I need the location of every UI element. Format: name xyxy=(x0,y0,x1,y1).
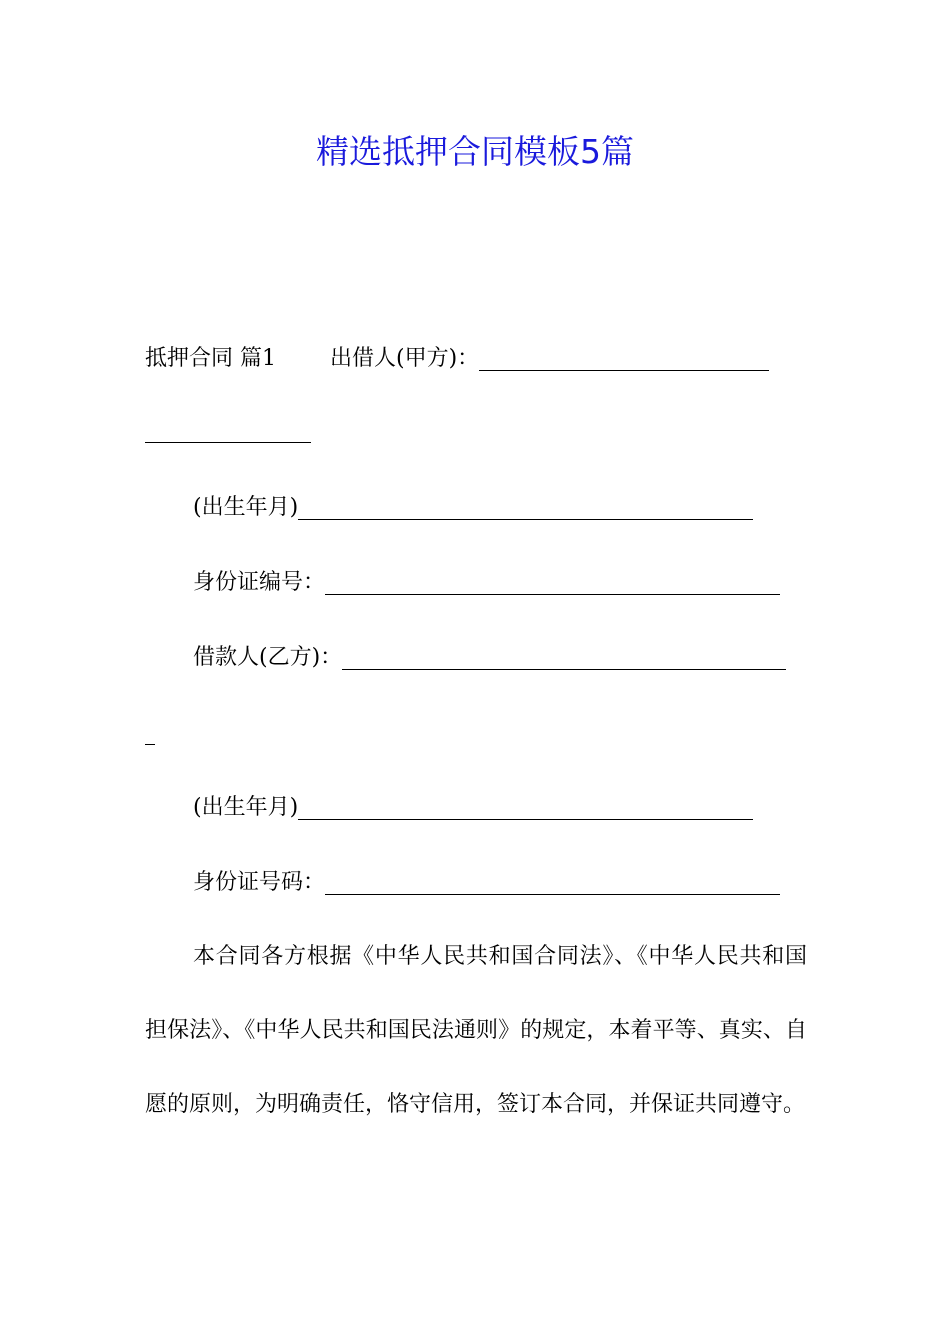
section-heading: 抵押合同 篇1 xyxy=(145,346,276,371)
lender-id-line xyxy=(193,567,855,599)
lender-id-label: 身份证编号： xyxy=(193,570,326,595)
borrower-line xyxy=(193,642,855,674)
borrower-birth-line xyxy=(193,792,855,824)
document-title: 精选抵押合同模板5篇 xyxy=(316,132,634,171)
borrower-birth-label: (出生年月) xyxy=(193,795,299,820)
lender-birth-blank xyxy=(298,497,753,520)
lender-blank xyxy=(479,348,769,371)
lender-id-blank xyxy=(325,572,780,595)
lender-blank-continued xyxy=(145,420,311,443)
lender-label: 出借人(甲方)： xyxy=(330,346,480,371)
lender-birth-label: (出生年月) xyxy=(193,495,299,520)
borrower-label: 借款人(乙方)： xyxy=(193,645,343,670)
lender-line-continued xyxy=(145,415,807,447)
borrower-blank-continued xyxy=(145,722,155,745)
intro-paragraph: 本合同各方根据《中华人民共和国合同法》、《中华人民共和国担保法》、《中华人民共和国民法通则》的规定，本着平等、真实、自愿的原则，为明确责任，恪守信用，签订本合同，并保证共同遵守。 xyxy=(145,944,807,1117)
borrower-id-blank xyxy=(325,872,780,895)
borrower-id-line xyxy=(193,867,855,899)
borrower-line-continued xyxy=(145,717,807,749)
borrower-birth-blank xyxy=(298,797,753,820)
borrower-id-label: 身份证号码： xyxy=(193,870,326,895)
borrower-blank xyxy=(342,647,786,670)
lender-line xyxy=(145,343,807,375)
lender-birth-line xyxy=(193,492,855,524)
